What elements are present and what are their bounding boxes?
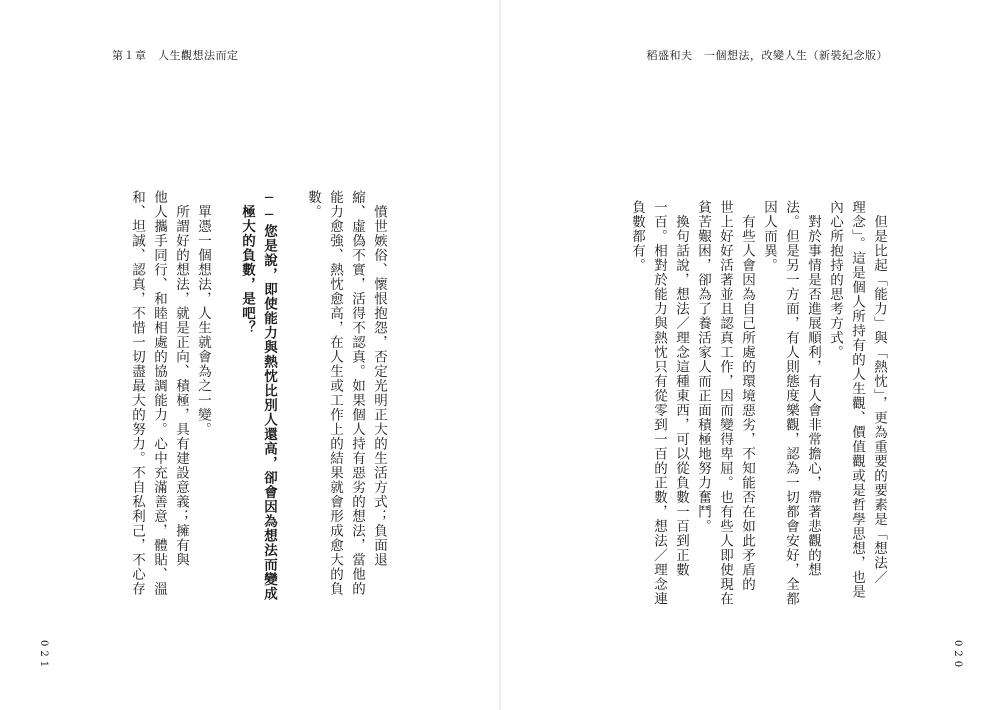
right-running-header: 稻盛和夫 一個想法，改變人生（新裝紀念版） <box>646 49 888 62</box>
interview-question-line: 極大的負數，是吧？ <box>239 190 255 335</box>
right-page-number: 020 <box>952 640 963 672</box>
left-page-body <box>126 190 390 601</box>
body-line: 和、坦誠、認真，不惜一切盡最大的努力。不自私利己，不心存 <box>129 190 145 596</box>
body-line: 世上好好活著並且認真工作，因而變得卑屈。也有些人即使現在 <box>717 200 733 606</box>
body-line: 能力愈強、熱忱愈高，在人生或工作上的結果就會形成愈大的負 <box>327 190 343 596</box>
body-line: 有些人會因為自己所處的環境惡劣，不知能否在如此矛盾的 <box>739 200 755 592</box>
body-line: 縮、虛偽不實，活得不認真。如果個人持有惡劣的想法，當他的 <box>349 190 365 596</box>
interview-question-line: ──您是說，即使能力與熱忱比別人還高，卻會因為想法而變成 <box>261 190 277 601</box>
body-line: 憤世嫉俗、懷恨抱怨，否定光明正大的生活方式；負面退 <box>371 190 387 567</box>
body-line: 一百。相對於能力與熱忱只有從零到一百的正數，想法／理念連 <box>651 200 667 606</box>
left-running-header: 第１章 人生觀想法而定 <box>112 49 239 62</box>
left-page-number: 021 <box>38 640 49 672</box>
body-line: 貧苦艱困，卻為了養活家人而正面積極地努力奮鬥。 <box>695 200 711 534</box>
body-line: 因人而異。 <box>761 200 777 273</box>
body-line: 負數都有。 <box>629 200 645 273</box>
body-line: 所謂好的想法，就是正向、積極，具有建設意義；擁有與 <box>173 190 189 567</box>
body-line: 內心所抱持的思考方式。 <box>827 200 843 360</box>
right-page-body <box>626 200 890 606</box>
body-line: 法。但是另一方面，有人則態度樂觀，認為一切都會安好，全都 <box>783 200 799 606</box>
body-line: 換句話說，想法／理念這種東西，可以從負數一百到正數 <box>673 200 689 577</box>
paragraph-gap <box>214 190 236 590</box>
body-line: 單憑一個想法，人生就會為之一變。 <box>195 190 211 437</box>
body-line: 數。 <box>305 190 321 219</box>
body-line: 他人攜手同行、和睦相處的協調能力。心中充滿善意，體貼、溫 <box>151 190 167 596</box>
page-gutter <box>499 0 501 710</box>
body-line: 理念」。這是個人所持有的人生觀、價值觀或是哲學思想，也是 <box>849 200 865 600</box>
body-line: 但是比起「能力」與「熱忱」，更為重要的要素是「想法／ <box>871 200 887 585</box>
body-line: 對於事情是否進展順利，有人會非常擔心，帶著悲觀的想 <box>805 200 821 577</box>
paragraph-gap <box>280 190 302 590</box>
